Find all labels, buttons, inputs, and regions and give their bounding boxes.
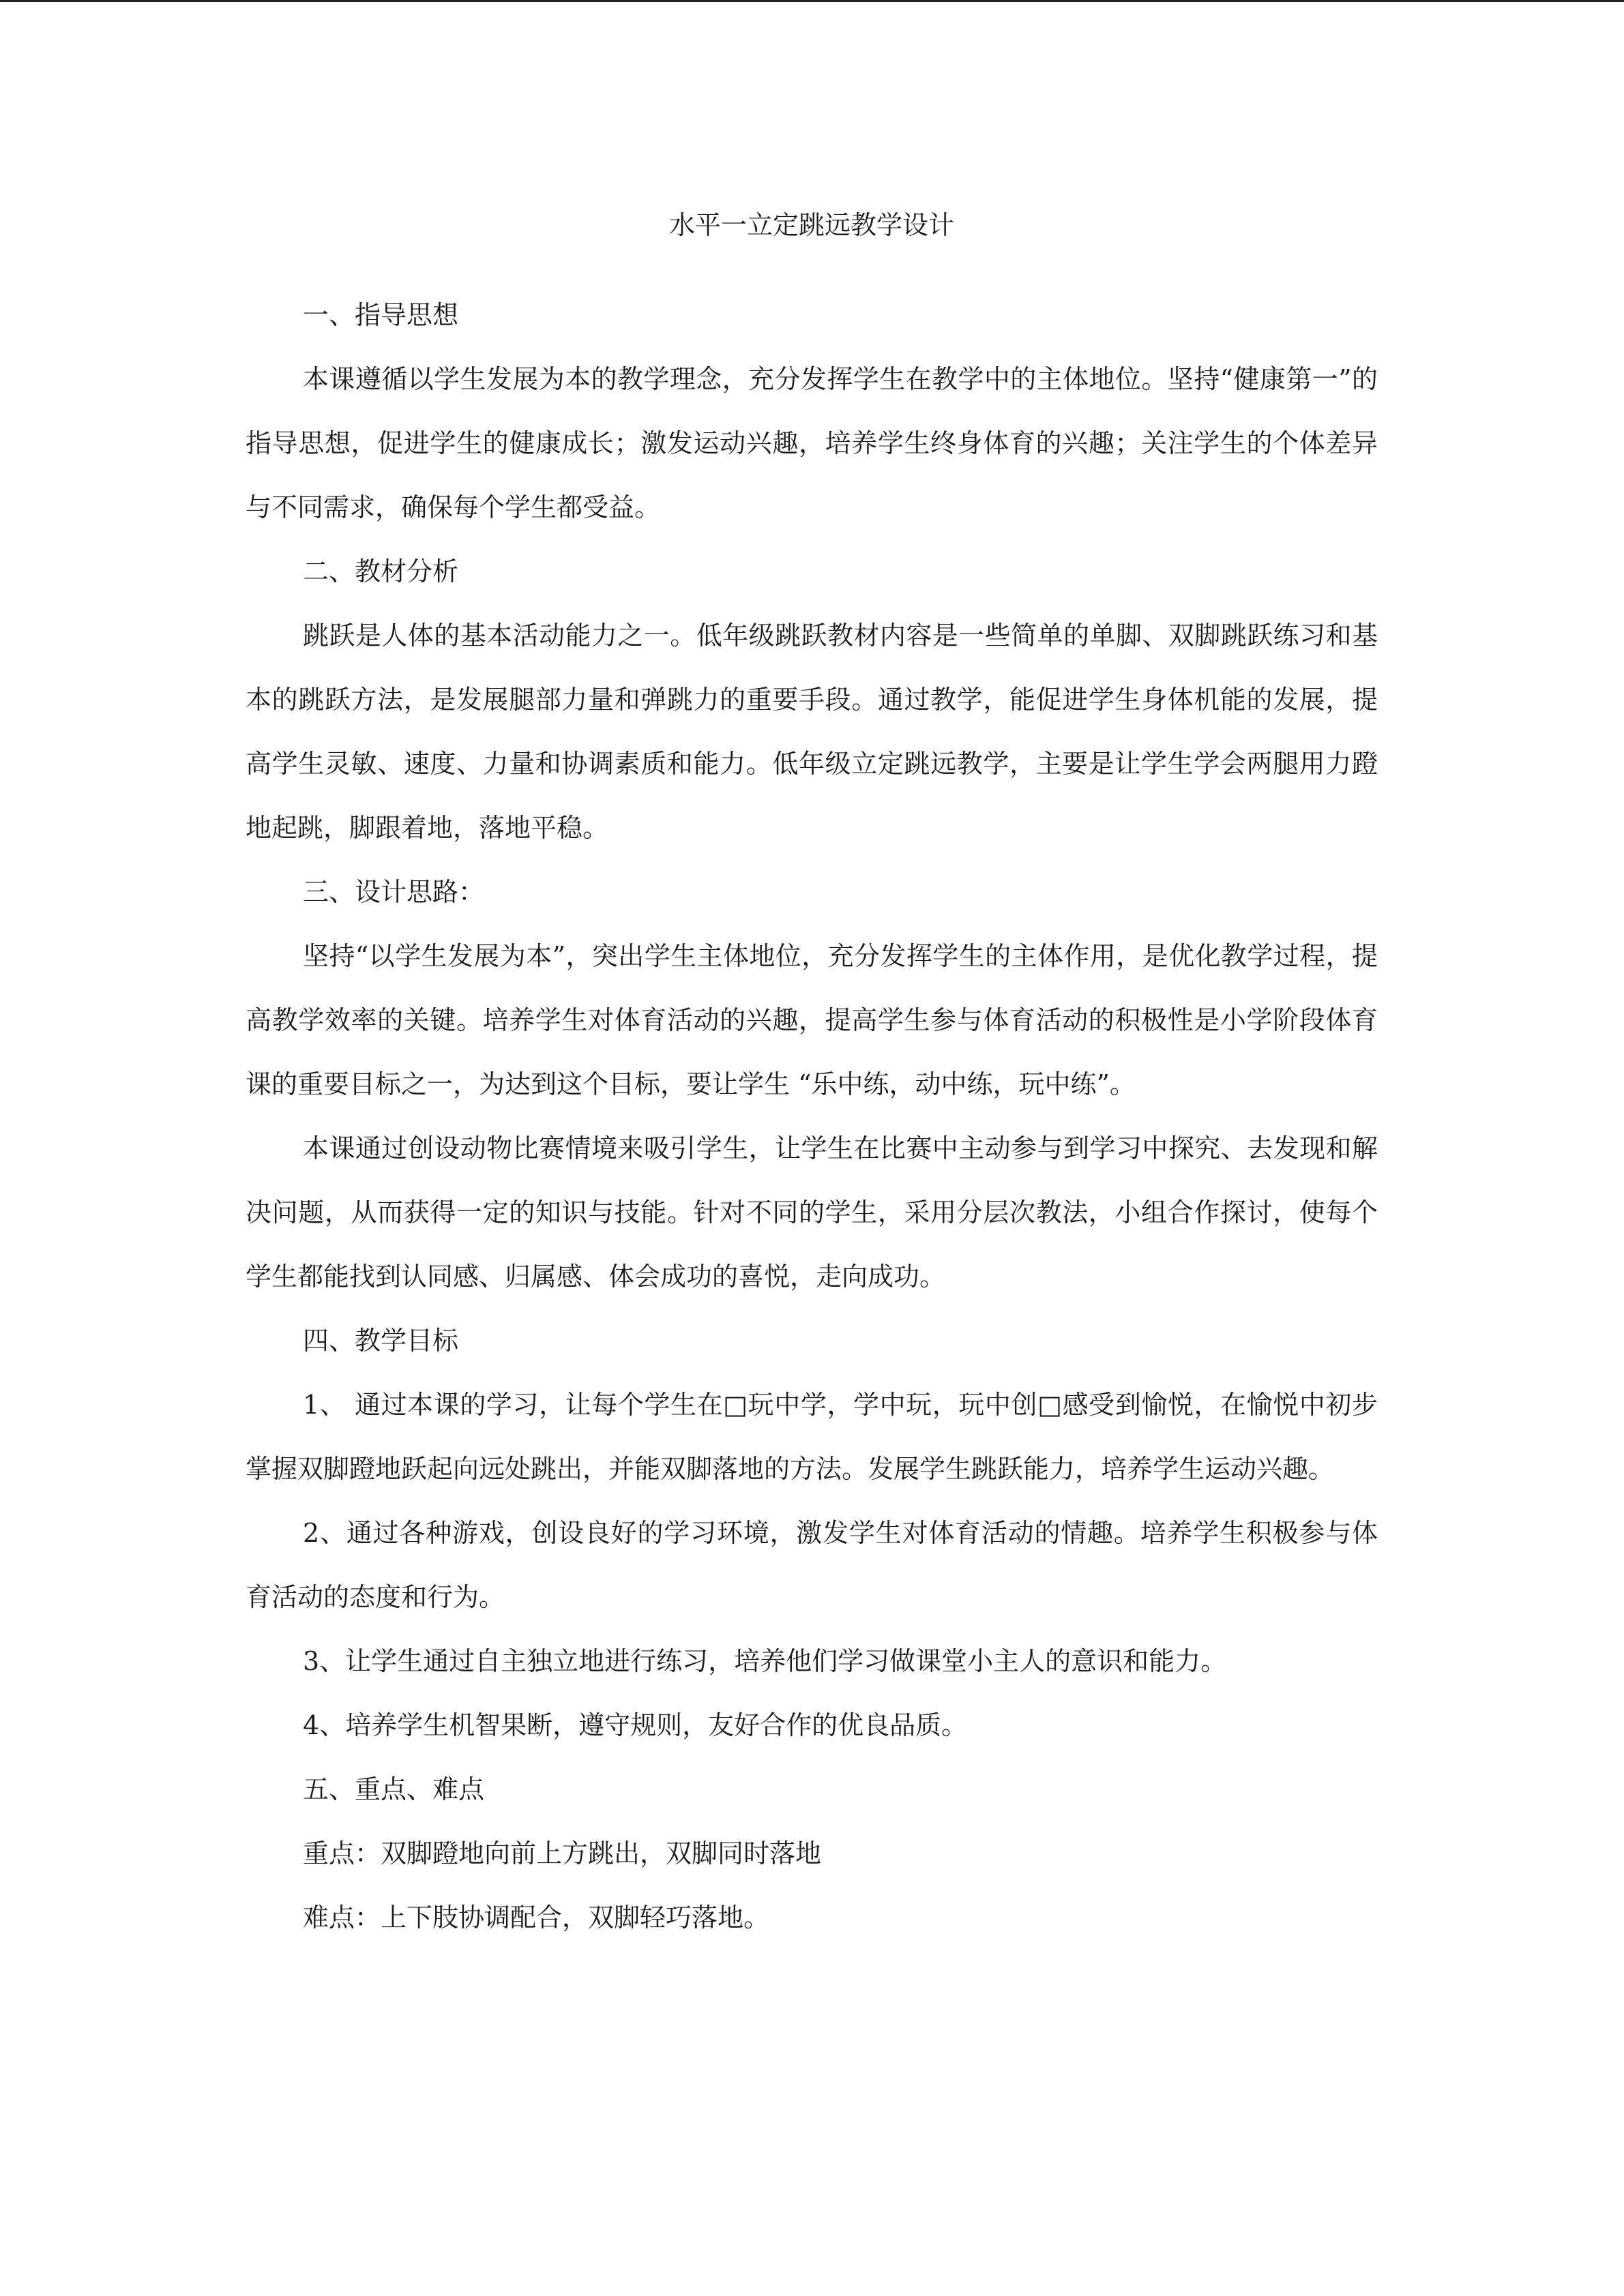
- paragraph: 坚持“以学生发展为本”，突出学生主体地位，充分发挥学生的主体作用，是优化教学过程，提高教学效率的关键。培养学生对体育活动的兴趣，提高学生参与体育活动的积极性是小学阶段体育课的重要目标之一，为达到这个目标，要让学生 “乐中练，动中练，玩中练”。: [246, 941, 1378, 1099]
- section-heading-material-analysis: 二、教材分析: [303, 556, 459, 586]
- document-body: [246, 193, 1378, 1950]
- section-heading-key-points: 五、重点、难点: [303, 1774, 485, 1804]
- goal-item: 1、 通过本课的学习，让每个学生在□玩中学，学中玩，玩中创□感受到愉悦，在愉悦中初步掌握双脚蹬地跃起向远处跳出，并能双脚落地的方法。发展学生跳跃能力，培养学生运动兴趣。: [246, 1390, 1378, 1484]
- goal-item: 3、让学生通过自主独立地进行练习，培养他们学习做课堂小主人的意识和能力。: [303, 1646, 1227, 1676]
- goal-item: 2、通过各种游戏，创设良好的学习环境，激发学生对体育活动的情趣。培养学生积极参与体育活动的态度和行为。: [246, 1518, 1378, 1612]
- document-title: 水平一立定跳远教学设计: [668, 210, 954, 240]
- difficult-point: 难点：上下肢协调配合，双脚轻巧落地。: [303, 1903, 770, 1933]
- paragraph: 跳跃是人体的基本活动能力之一。低年级跳跃教材内容是一些简单的单脚、双脚跳跃练习和基本的跳跃方法，是发展腿部力量和弹跳力的重要手段。通过教学，能促进学生身体机能的发展，提高学生灵敏、速度、力量和协调素质和能力。低年级立定跳远教学，主要是让学生学会两腿用力蹬地起跳，脚跟着地，落地平稳。: [246, 621, 1378, 843]
- section-heading-design-ideas: 三、设计思路：: [303, 877, 485, 907]
- goal-item: 4、培养学生机智果断，遵守规则，友好合作的优良品质。: [303, 1710, 968, 1740]
- paragraph: 本课通过创设动物比赛情境来吸引学生，让学生在比赛中主动参与到学习中探究、去发现和解决问题，从而获得一定的知识与技能。针对不同的学生，采用分层次教法，小组合作探讨，使每个学生都能找到认同感、归属感、体会成功的喜悦，走向成功。: [246, 1133, 1378, 1292]
- key-point: 重点：双脚蹬地向前上方跳出，双脚同时落地: [303, 1838, 822, 1868]
- section-heading-teaching-goals: 四、教学目标: [303, 1326, 459, 1356]
- paragraph: 本课遵循以学生发展为本的教学理念，充分发挥学生在教学中的主体地位。坚持“健康第一”的指导思想，促进学生的健康成长；激发运动兴趣，培养学生终身体育的兴趣；关注学生的个体差异与不同需求，确保每个学生都受益。: [246, 364, 1378, 522]
- section-heading-guiding-ideas: 一、指导思想: [303, 300, 459, 330]
